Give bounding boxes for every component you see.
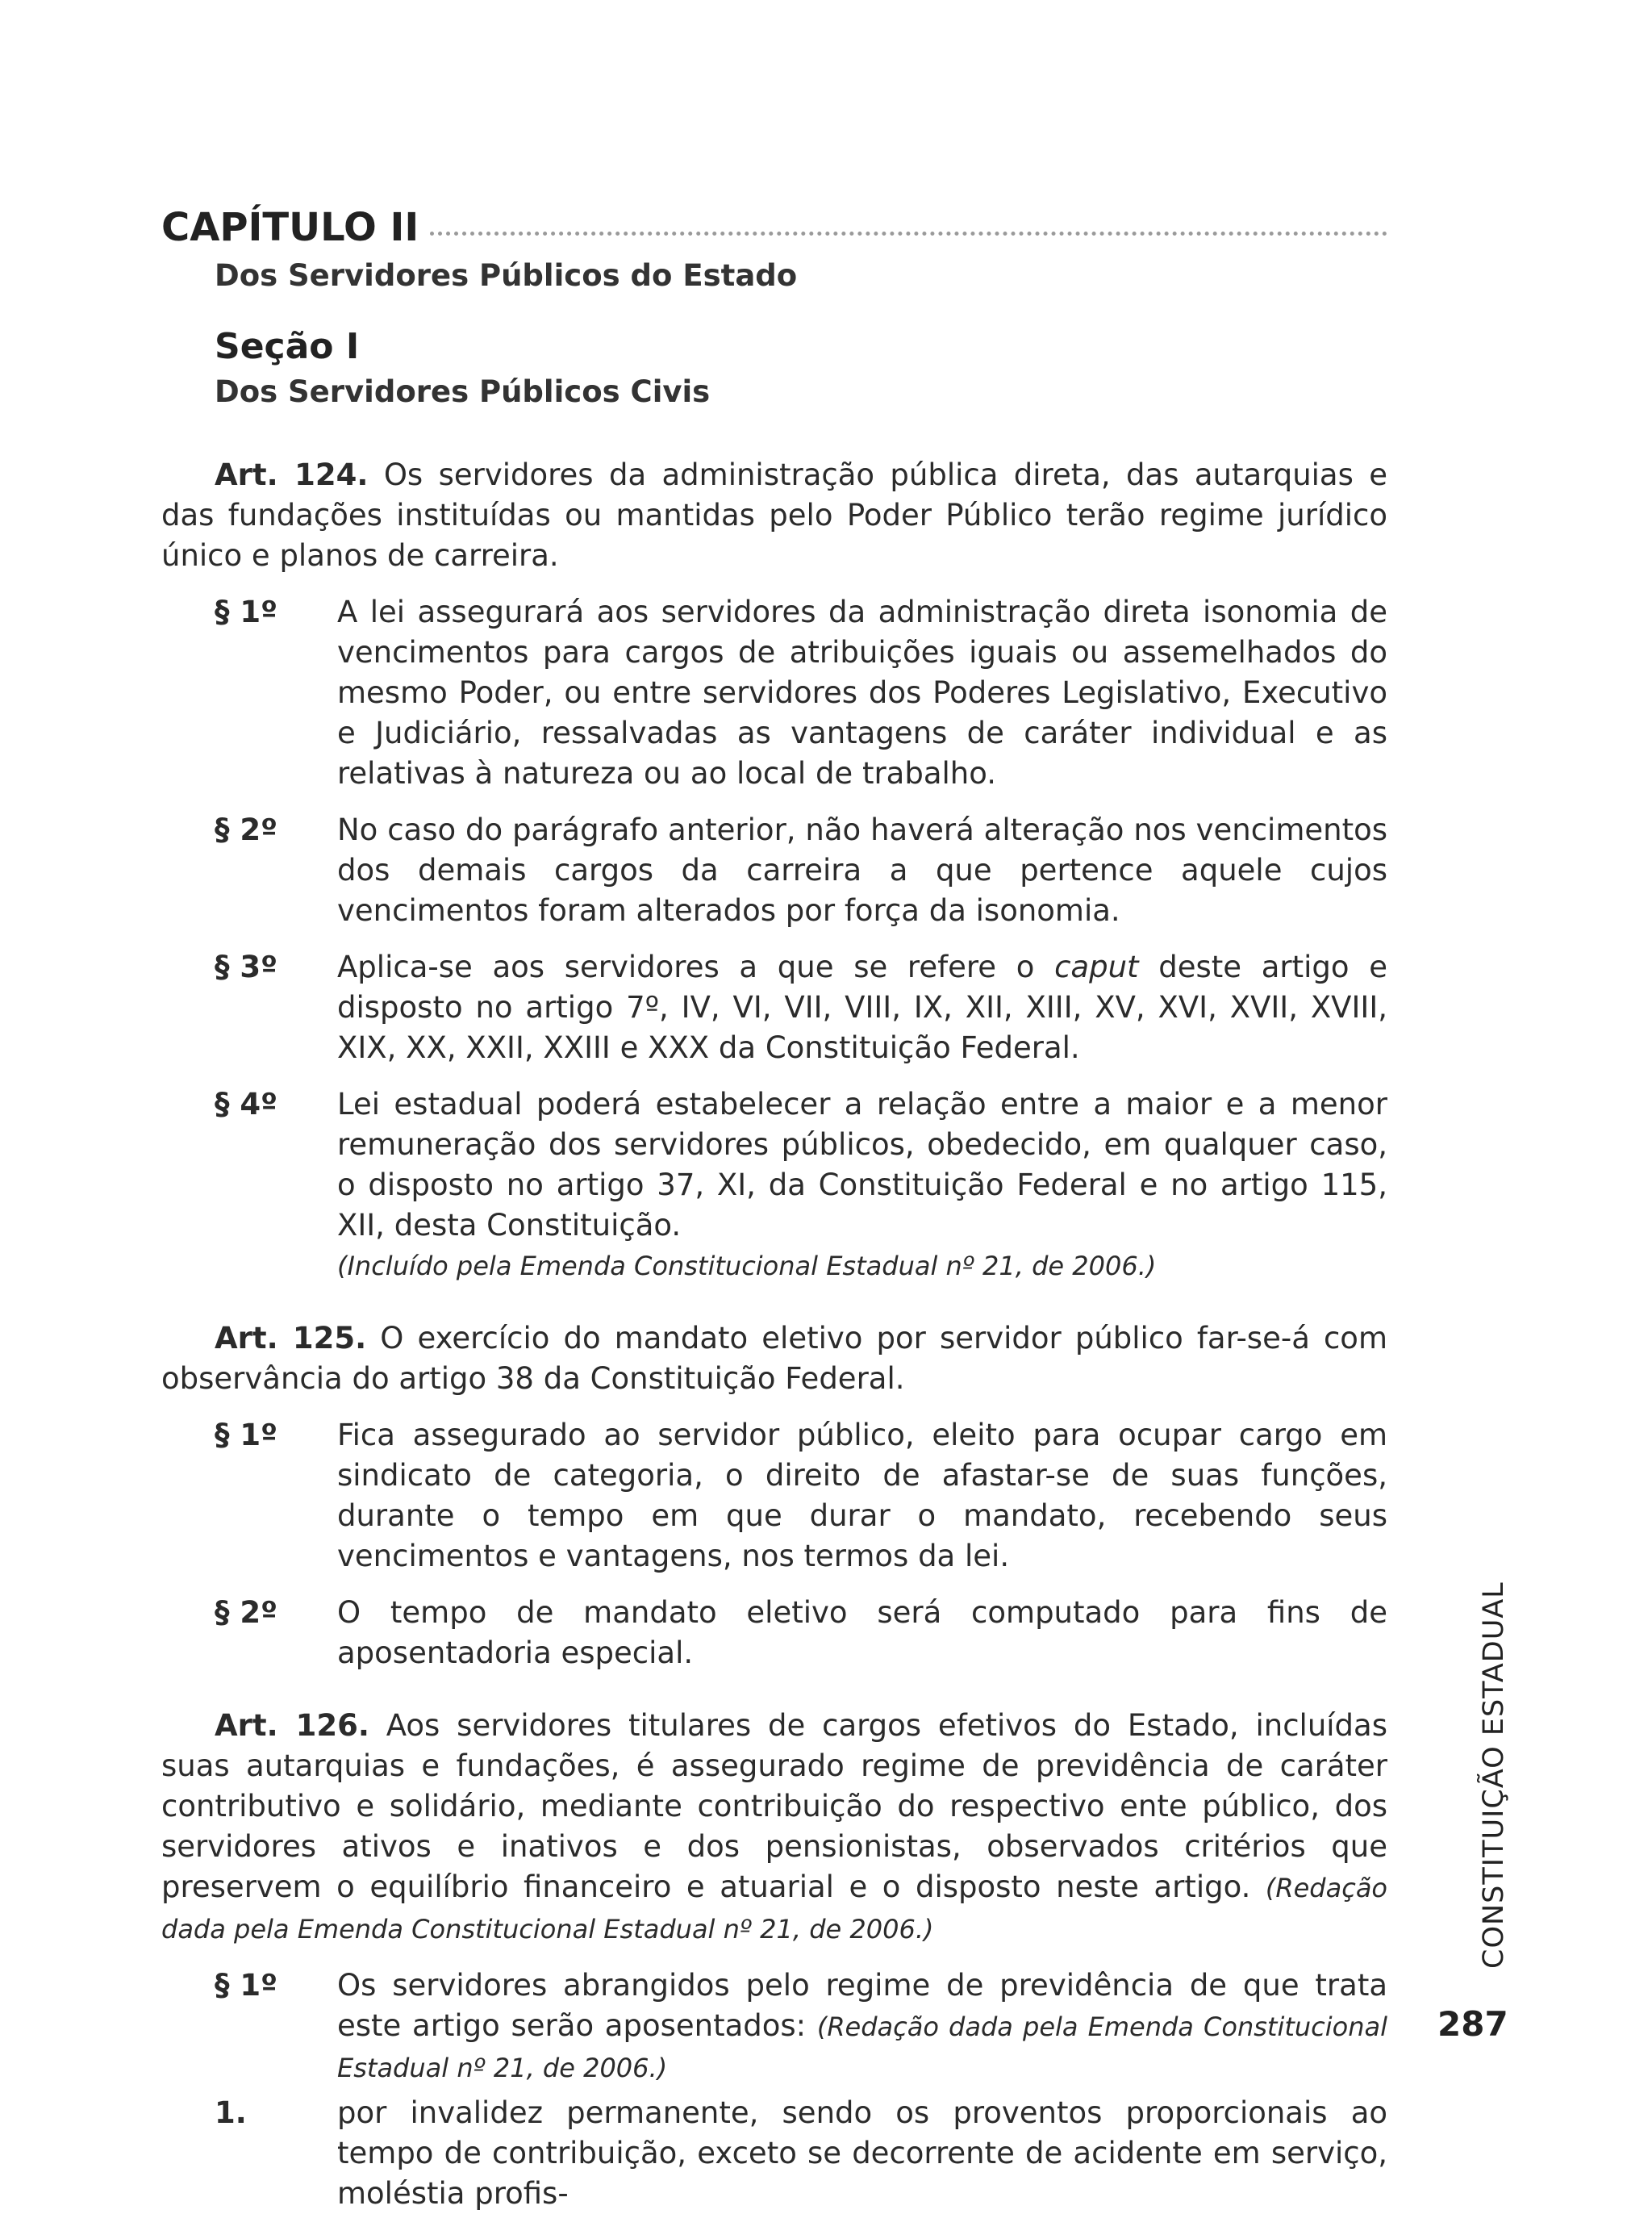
paragraph-124-1 bbox=[215, 592, 1387, 794]
article-126 bbox=[161, 1706, 1387, 1949]
paragraph-text-part: deste artigo e disposto no artigo 7º, IV, VI, VII, VIII, IX, XII, XIII, XV, XVI, XVII, XVIII, XIX, XX, XXII, XXIII e XXX da Constituição Federal. bbox=[337, 950, 1387, 1065]
paragraph-mark: § 4º bbox=[215, 1087, 277, 1122]
amendment-note: (Redação dada pela Emenda Constitucional Estadual nº 21, de 2006.) bbox=[161, 1873, 1387, 1945]
paragraph-mark: § 1º bbox=[215, 595, 277, 629]
article-125 bbox=[161, 1318, 1387, 1399]
item-mark: 1. bbox=[215, 2095, 247, 2130]
amendment-note: (Redação dada pela Emenda Constitucional Estadual nº 21, de 2006.) bbox=[337, 2011, 1387, 2083]
caput-term: caput bbox=[1054, 950, 1139, 984]
paragraph-125-2 bbox=[215, 1593, 1387, 1673]
paragraph-text bbox=[337, 947, 1387, 1068]
paragraph-text: A lei assegurará aos servidores da administração direta isonomia de vencimentos para cargos de atribuições iguais ou assemelhados do mesmo Poder, ou entre servidores dos Poderes Legislativo, Executivo e Judiciário, ressalvadas as vantagens de caráter individual e as relativas à natureza ou ao local de trabalho. bbox=[337, 595, 1387, 791]
paragraph-mark: § 1º bbox=[215, 1968, 277, 2003]
side-running-title: CONSTITUIÇÃO ESTADUAL bbox=[1478, 1581, 1510, 1969]
paragraph-mark: § 3º bbox=[215, 950, 277, 984]
article-number: Art. 124. bbox=[215, 457, 369, 492]
paragraph-text-part: Lei estadual poderá estabelecer a relação entre a maior e a menor remuneração dos servidores públicos, obedecido, em qualquer caso, o disposto no artigo 37, XI, da Constituição Federal e no artigo 115, XII, desta Constituição. bbox=[337, 1087, 1387, 1243]
section-title: Seção I bbox=[215, 326, 360, 367]
paragraph-124-4 bbox=[215, 1084, 1387, 1286]
paragraph-125-1 bbox=[215, 1415, 1387, 1577]
amendment-note: (Incluído pela Emenda Constitucional Estadual nº 21, de 2006.) bbox=[337, 1251, 1157, 1281]
paragraph-text: Fica assegurado ao servidor público, eleito para ocupar cargo em sindicato de categoria, o direito de afastar-se de suas funções, durante o tempo em que durar o mandato, recebendo seus vencimentos e vantagens, nos termos da lei. bbox=[337, 1418, 1387, 1573]
article-124 bbox=[161, 455, 1387, 576]
paragraph-text: No caso do parágrafo anterior, não haverá alteração nos vencimentos dos demais cargos da carreira a que pertence aquele cujos vencimentos foram alterados por força da isonomia. bbox=[337, 812, 1387, 928]
article-text: Aos servidores titulares de cargos efetivos do Estado, incluídas suas autarquias e fundações, é assegurado regime de previdência de caráter contributivo e solidário, mediante contribuição do respectivo ente público, dos servidores ativos e inativos e dos pensionistas, observados critérios que preservem o equilíbrio financeiro e atuarial e o disposto neste artigo. bbox=[161, 1708, 1387, 1904]
chapter-title: CAPÍTULO II bbox=[161, 205, 419, 250]
chapter-subtitle: Dos Servidores Públicos do Estado bbox=[215, 258, 798, 293]
paragraph-124-2 bbox=[215, 810, 1387, 931]
paragraph-126-1 bbox=[215, 1965, 1387, 2088]
paragraph-text-part: Aplica-se aos servidores a que se refere o bbox=[337, 950, 1035, 984]
paragraph-text bbox=[337, 1965, 1387, 2088]
article-number: Art. 125. bbox=[215, 1321, 367, 1356]
article-number: Art. 126. bbox=[215, 1708, 369, 1743]
paragraph-mark: § 1º bbox=[215, 1418, 277, 1452]
paragraph-124-3 bbox=[215, 947, 1387, 1068]
paragraph-mark: § 2º bbox=[215, 1595, 277, 1630]
paragraph-text: O tempo de mandato eletivo será computado para fins de aposentadoria especial. bbox=[337, 1595, 1387, 1670]
item-text: por invalidez permanente, sendo os proventos proporcionais ao tempo de contribuição, exceto se decorrente de acidente em serviço, moléstia profis- bbox=[337, 2095, 1387, 2211]
article-text: O exercício do mandato eletivo por servidor público far-se-á com observância do artigo 38 da Constituição Federal. bbox=[161, 1321, 1387, 1396]
paragraph-mark: § 2º bbox=[215, 812, 277, 847]
paragraph-text bbox=[337, 1084, 1387, 1286]
page-number: 287 bbox=[1437, 2004, 1508, 2044]
chapter-heading bbox=[161, 203, 1387, 252]
paragraph-text-part: Os servidores abrangidos pelo regime de previdência de que trata este artigo serão aposentados: bbox=[337, 1968, 1387, 2043]
document-body bbox=[161, 203, 1387, 2214]
article-text: Os servidores da administração pública direta, das autarquias e das fundações instituídas ou mantidas pelo Poder Público terão regime jurídico único e planos de carreira. bbox=[161, 457, 1388, 573]
item-126-1 bbox=[215, 2093, 1387, 2214]
dotted-leader bbox=[430, 232, 1387, 236]
section-subtitle: Dos Servidores Públicos Civis bbox=[215, 374, 711, 409]
